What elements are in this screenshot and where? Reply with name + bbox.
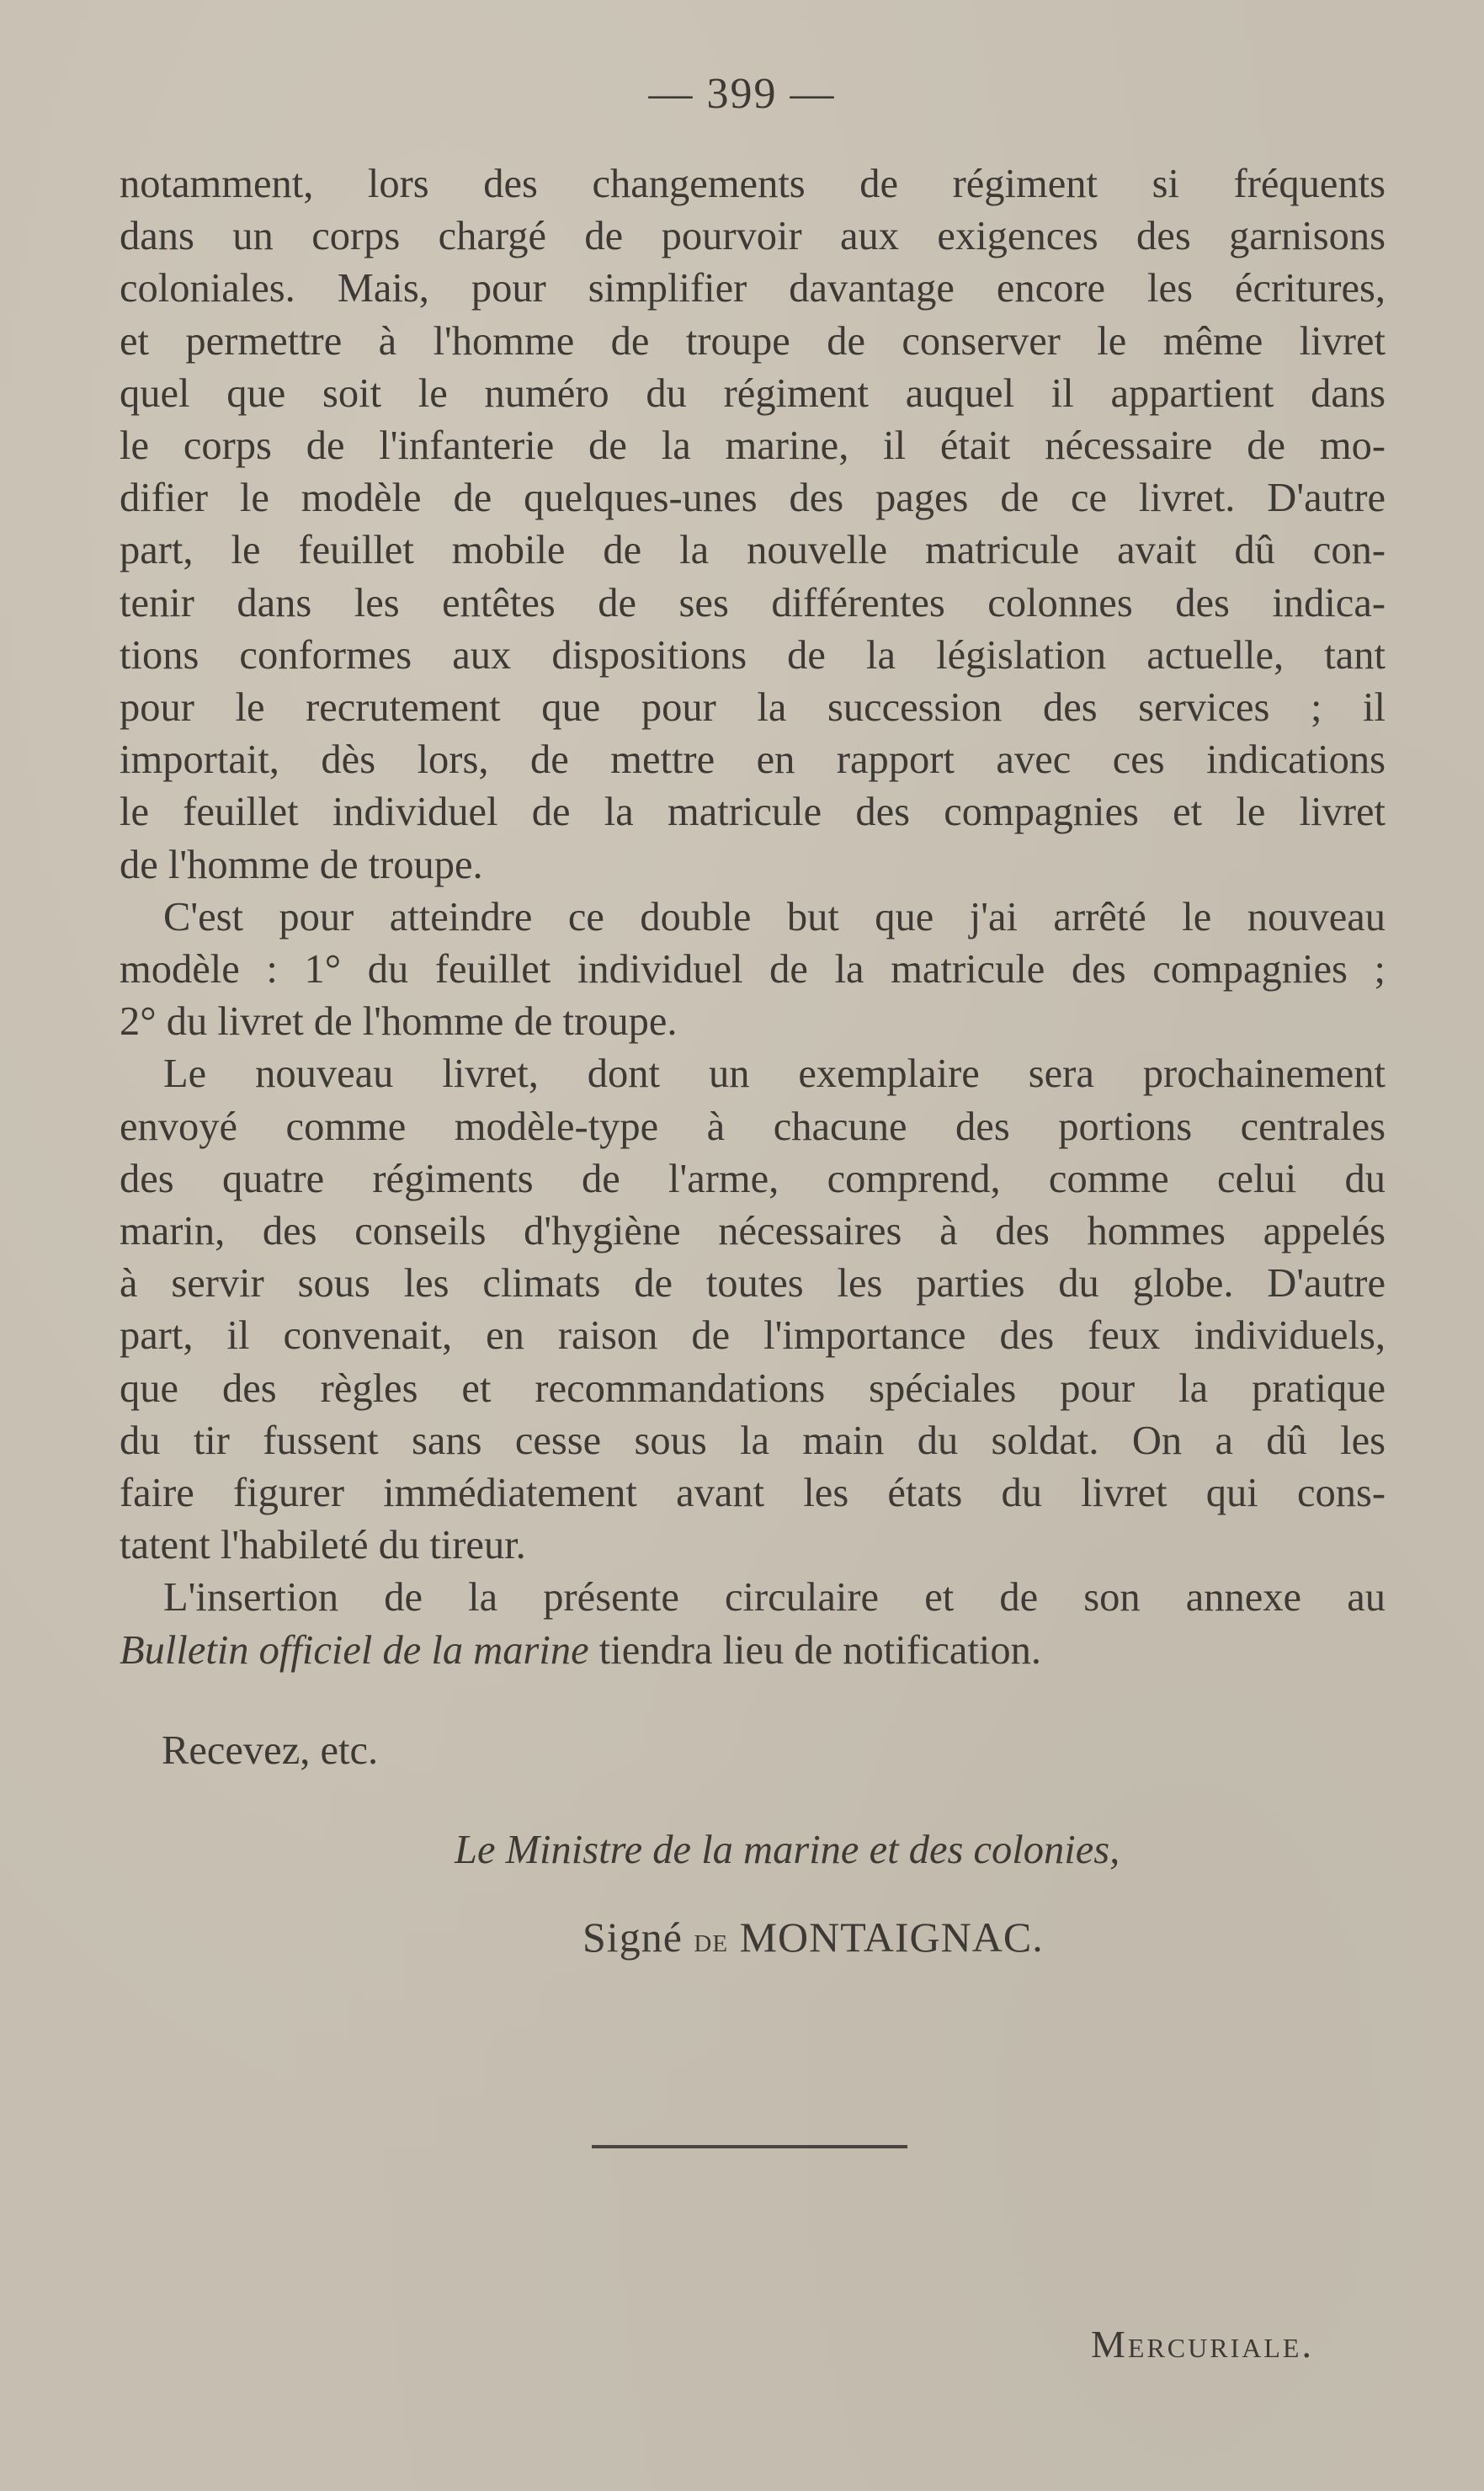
paragraph-1 [120,158,1386,892]
paragraph-4 [120,1572,1386,1676]
text-line: et permettre à l'homme de troupe de conserver le même livret [120,318,1386,364]
text-line: faire figurer immédiatement avant les états du livret qui cons- [120,1471,1386,1516]
catchword: Mercuriale. [1091,2323,1314,2366]
text-line: modèle : 1° du feuillet individuel de la matricule des compagnies ; [120,947,1386,993]
text-line: du tir fussent sans cesse sous la main du soldat. On a dû les [120,1418,1386,1463]
text-line: quel que soit le numéro du régiment auquel il appartient dans [120,370,1386,416]
text-line: difier le modèle de quelques-unes des pages de ce livret. D'autre [120,476,1386,521]
text-line: part, le feuillet mobile de la nouvelle matricule avait dû con- [120,528,1386,573]
text-line: de l'homme de troupe. [120,842,483,887]
text-line: L'insertion de la présente circulaire et de son annexe au [163,1575,1386,1621]
body-text [120,158,1386,1677]
text-line: à servir sous les climats de toutes les parties du globe. D'autre [120,1261,1386,1307]
text-line: que des règles et recommandations spéciales pour la pratique [120,1365,1386,1411]
page-number: — 399 — [648,70,836,118]
text-line: des quatre régiments de l'arme, comprend, comme celui du [120,1156,1386,1201]
text-line: notamment, lors des changements de régiment si fréquents [120,162,1386,206]
divider-rule [592,2145,907,2148]
text-line: dans un corps chargé de pourvoir aux exigences des garnisons [120,214,1386,259]
text-line: le corps de l'infanterie de la marine, il était nécessaire de mo- [120,423,1386,469]
text-line: importait, dès lors, de mettre en rapport avec ces indications [120,737,1386,783]
text-line: tatent l'habileté du tireur. [120,1523,526,1568]
text-line: envoyé comme modèle-type à chacune des portions centrales [120,1104,1386,1149]
signed-name: MONTAIGNAC. [728,1913,1044,1961]
text-line: coloniales. Mais, pour simplifier davantage encore les écritures, [120,266,1386,311]
text-fragment: tiendra lieu de notification. [588,1627,1042,1673]
text-line: le feuillet individuel de la matricule des compagnies et le livret [120,790,1386,835]
signed-particle: de [694,1921,729,1960]
text-line: tenir dans les entêtes de ses différentes colonnes des indica- [120,580,1386,625]
text-line: marin, des conseils d'hygiène nécessaires à des hommes appelés [120,1209,1386,1254]
minister-title: Le Ministre de la marine et des colonies, [455,1828,1120,1872]
text-line: Le nouveau livret, dont un exemplaire sera prochainement [163,1051,1386,1097]
signature-line [582,1913,1044,1961]
bulletin-title: Bulletin officiel de la marine [120,1627,589,1673]
signed-prefix: Signé [582,1913,694,1961]
text-line: pour le recrutement que pour la succession des services ; il [120,685,1386,731]
paragraph-2 [120,892,1386,1049]
paragraph-3 [120,1048,1386,1572]
closing-formula: Recevez, etc. [162,1728,379,1773]
text-line: tions conformes aux dispositions de la législation actuelle, tant [120,632,1386,678]
text-line: part, il convenait, en raison de l'importance des feux individuels, [120,1313,1386,1359]
text-line: 2° du livret de l'homme de troupe. [120,999,678,1045]
text-line: C'est pour atteindre ce double but que j'ai arrêté le nouveau [163,894,1386,939]
text-line [120,1625,1386,1677]
